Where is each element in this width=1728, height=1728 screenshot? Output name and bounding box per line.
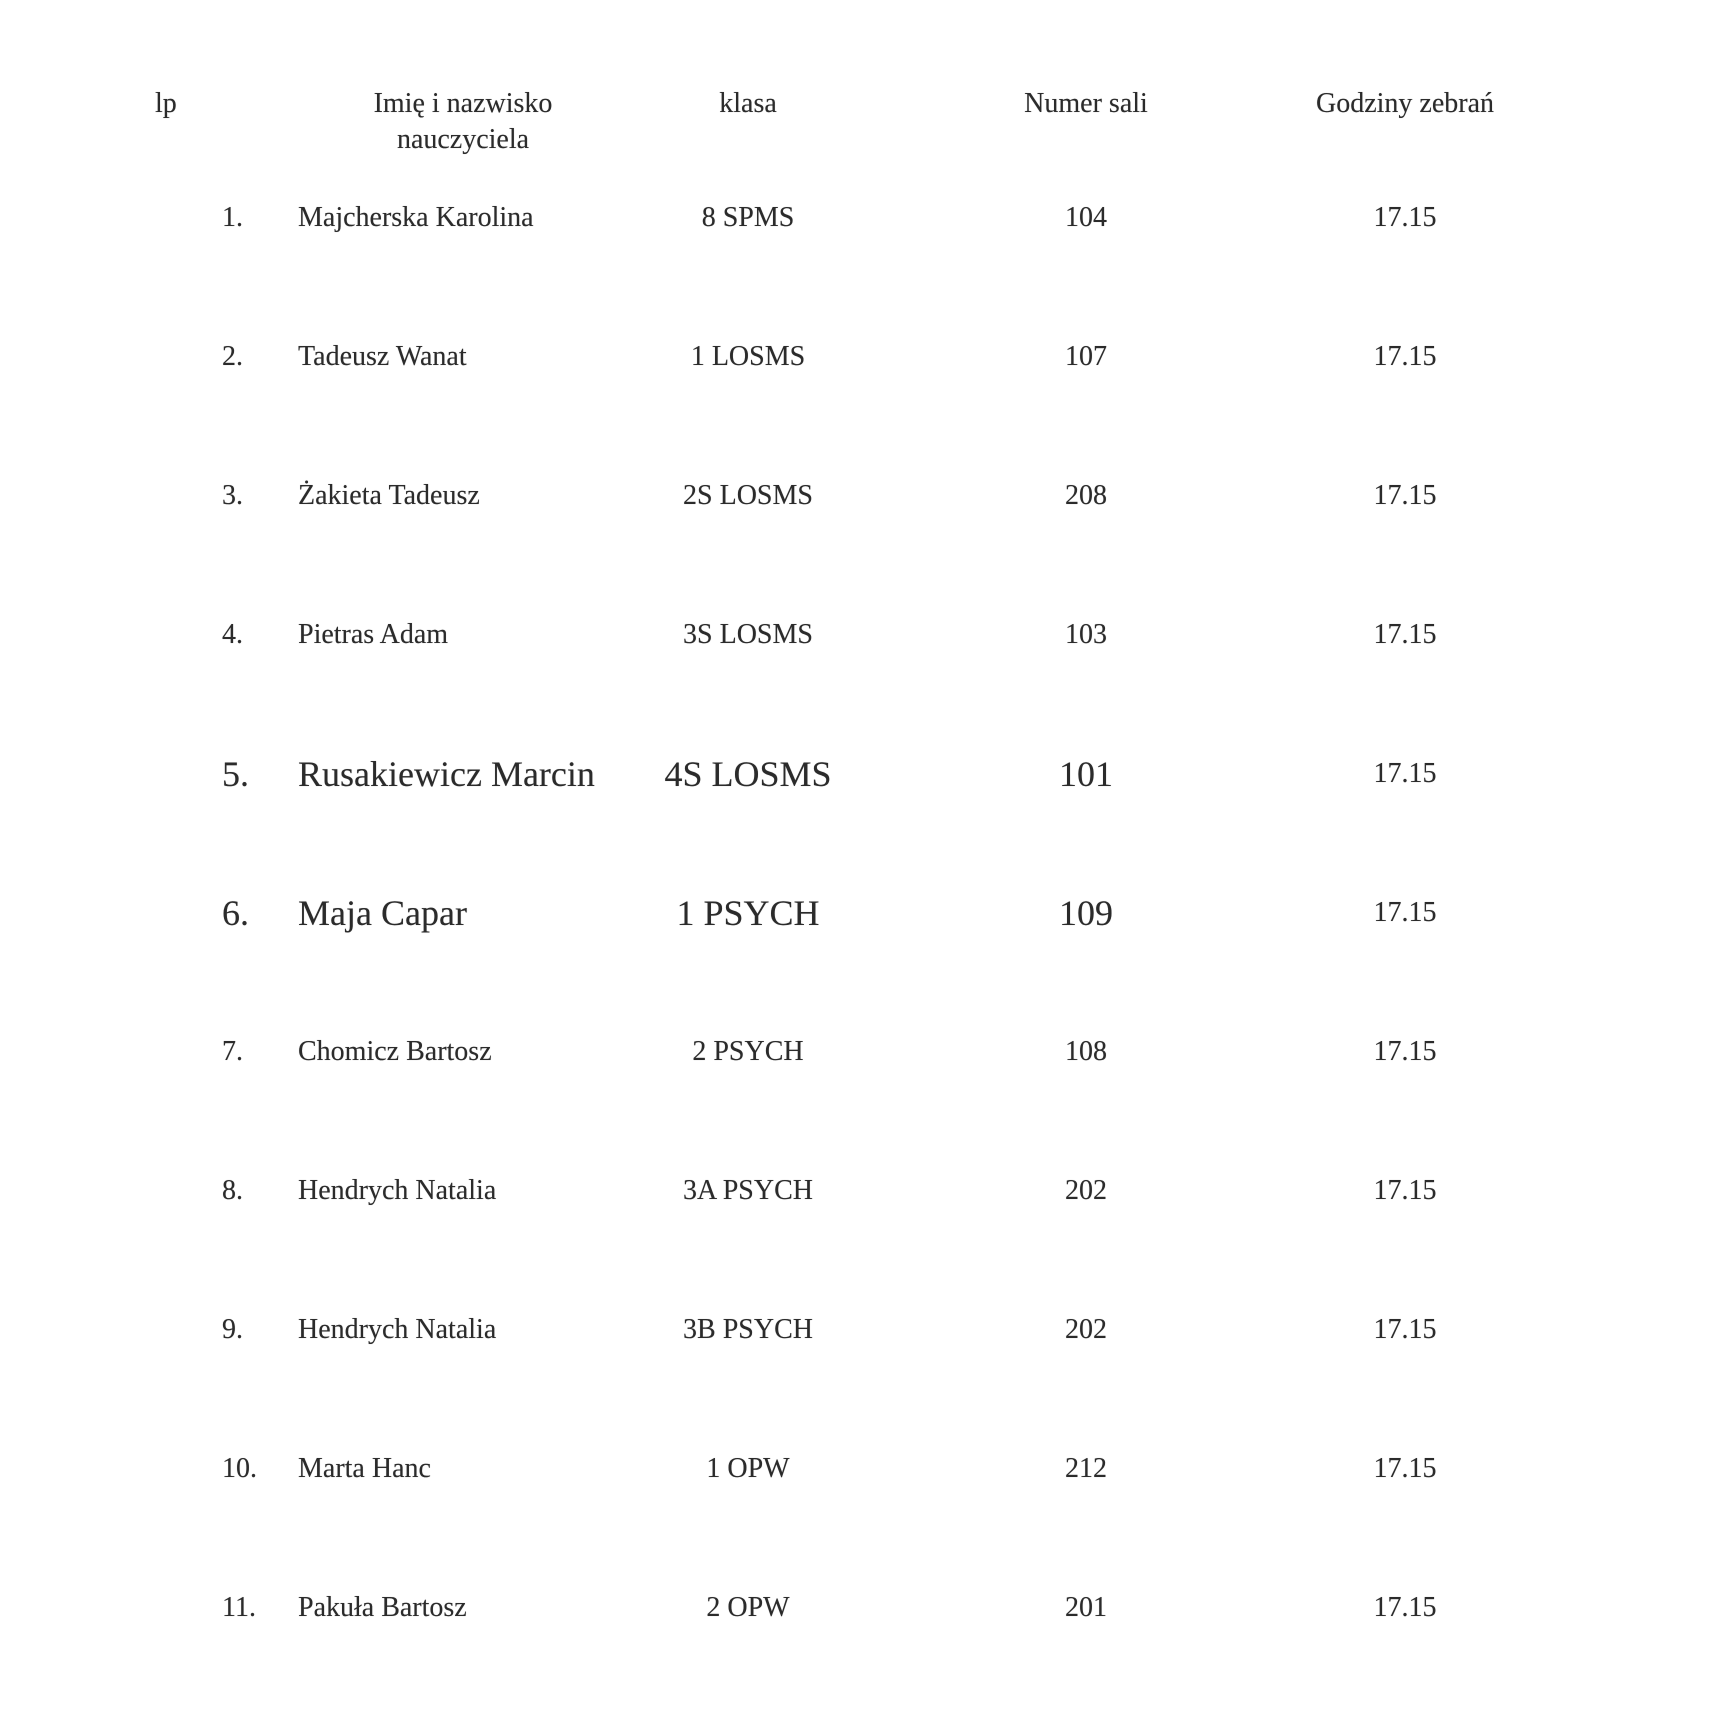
column-header-class: klasa [719,88,777,119]
cell-room-number: 104 [1065,202,1107,233]
table-row [0,196,1728,240]
cell-room-number: 107 [1065,341,1107,372]
cell-meeting-hours: 17.15 [1373,1175,1437,1206]
cell-lp: 1. [222,202,243,233]
column-header-meeting-hours: Godziny zebrań [1315,88,1495,119]
column-header-lp: lp [155,88,177,119]
cell-class: 3B PSYCH [683,1314,813,1345]
table-row [0,474,1728,518]
cell-class: 2S LOSMS [683,480,813,511]
table-row [0,1447,1728,1491]
column-header-teacher-name [298,86,628,158]
cell-teacher-name: Żakieta Tadeusz [298,480,480,511]
cell-lp: 7. [222,1036,243,1067]
cell-teacher-name: Chomicz Bartosz [298,1036,492,1067]
cell-lp: 11. [222,1592,256,1623]
cell-room-number: 108 [1065,1036,1107,1067]
cell-teacher-name: Maja Capar [298,893,467,933]
cell-class: 1 PSYCH [676,893,820,933]
cell-room-number: 202 [1065,1175,1107,1206]
cell-lp: 8. [222,1175,243,1206]
table-row [0,1030,1728,1074]
cell-lp: 9. [222,1314,243,1345]
table-row [0,613,1728,657]
cell-lp: 2. [222,341,243,372]
cell-meeting-hours: 17.15 [1373,1314,1437,1345]
table-header-row [0,86,1728,166]
cell-teacher-name: Hendrych Natalia [298,1175,497,1206]
cell-meeting-hours: 17.15 [1373,202,1437,233]
table-row [0,1169,1728,1213]
cell-meeting-hours: 17.15 [1373,1592,1437,1623]
cell-room-number: 212 [1065,1453,1107,1484]
table-row [0,1308,1728,1352]
cell-meeting-hours: 17.15 [1373,897,1437,928]
cell-teacher-name: Majcherska Karolina [298,202,534,233]
cell-meeting-hours: 17.15 [1373,341,1437,372]
cell-meeting-hours: 17.15 [1373,1036,1437,1067]
cell-room-number: 109 [1059,893,1113,933]
cell-lp: 10. [222,1453,257,1484]
cell-room-number: 208 [1065,480,1107,511]
column-header-teacher-name-line1: Imię i nazwisko [373,88,553,119]
column-header-teacher-name-line2: nauczyciela [396,124,530,155]
cell-meeting-hours: 17.15 [1373,758,1437,789]
cell-meeting-hours: 17.15 [1373,480,1437,511]
cell-teacher-name: Marta Hanc [298,1453,431,1484]
cell-class: 4S LOSMS [664,754,832,794]
cell-lp: 4. [222,619,243,650]
cell-meeting-hours: 17.15 [1373,619,1437,650]
cell-class: 2 OPW [706,1592,790,1623]
table-row [0,335,1728,379]
table-row [0,1586,1728,1630]
cell-teacher-name: Tadeusz Wanat [298,341,467,372]
cell-room-number: 201 [1065,1592,1107,1623]
cell-room-number: 101 [1059,754,1113,794]
cell-lp: 5. [222,754,249,794]
cell-class: 3S LOSMS [683,619,813,650]
cell-teacher-name: Pakuła Bartosz [298,1592,467,1623]
cell-class: 1 LOSMS [690,341,806,372]
cell-class: 3A PSYCH [683,1175,813,1206]
cell-class: 1 OPW [706,1453,790,1484]
cell-lp: 6. [222,893,249,933]
cell-room-number: 103 [1065,619,1107,650]
cell-teacher-name: Hendrych Natalia [298,1314,497,1345]
cell-room-number: 202 [1065,1314,1107,1345]
cell-class: 2 PSYCH [692,1036,804,1067]
cell-class: 8 SPMS [701,202,795,233]
table-row [0,891,1728,935]
table-row [0,752,1728,796]
cell-teacher-name: Pietras Adam [298,619,449,650]
column-header-room-number: Numer sali [1024,88,1148,119]
cell-lp: 3. [222,480,243,511]
cell-meeting-hours: 17.15 [1373,1453,1437,1484]
cell-teacher-name: Rusakiewicz Marcin [298,754,595,794]
